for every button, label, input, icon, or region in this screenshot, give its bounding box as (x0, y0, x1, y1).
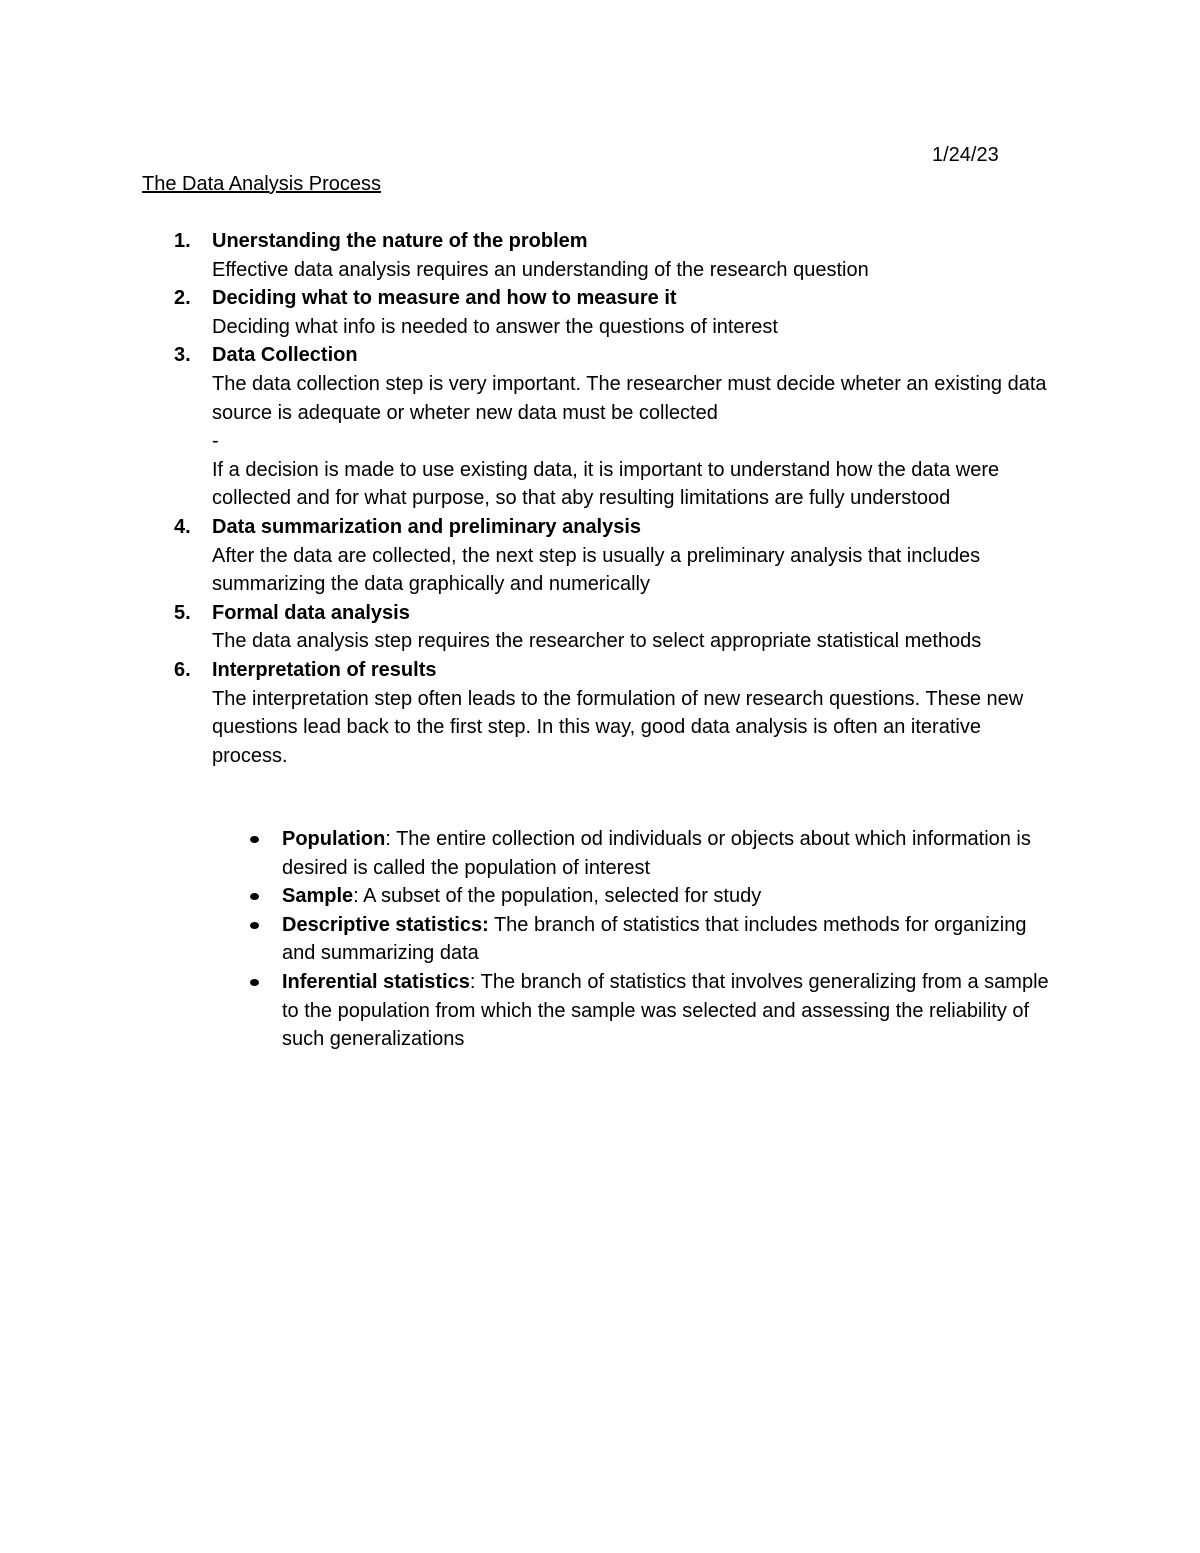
step-heading: Formal data analysis (212, 601, 410, 624)
definition-item (142, 968, 1062, 1054)
step-separator-dash: - (212, 430, 219, 453)
process-step (142, 656, 1062, 770)
process-step (142, 341, 1062, 513)
step-description: The interpretation step often leads to the formulation of new research questions. These new questions lead back to the first step. In this way, good data analysis is often an iterative process. (212, 687, 1024, 767)
definition-item (142, 911, 1062, 968)
step-heading: Unerstanding the nature of the problem (212, 230, 588, 252)
step-description: Deciding what info is needed to answer the questions of interest (212, 315, 778, 338)
step-description: The data collection step is very important. The researcher must decide wheter an existing data source is adequate or wheter new data must be collected (212, 372, 1047, 424)
definition-term: Sample (282, 885, 354, 908)
process-step (142, 227, 1062, 284)
process-step (142, 599, 1062, 656)
step-description: If a decision is made to use existing data, it is important to understand how the data were collected and for what purpose, so that aby resulting limitations are fully understood (212, 458, 1000, 510)
step-description: The data analysis step requires the researcher to select appropriate statistical methods (212, 630, 982, 653)
bullet-icon (250, 922, 259, 929)
document-title: The Data Analysis Process (142, 173, 381, 195)
definition-term: Population (282, 828, 386, 850)
step-description: After the data are collected, the next step is usually a preliminary analysis that includes summarizing the data graphically and numerically (212, 544, 981, 596)
process-step (142, 513, 1062, 599)
definition-text: The branch of statistics that involves generalizing from a sample to the population from which the sample was selected and assessing the reliability of such generalizations (282, 970, 1049, 1051)
step-heading: Deciding what to measure and how to measure it (212, 287, 677, 310)
definition-text: The entire collection od individuals or objects about which information is desired is called the population of interest (282, 828, 1031, 879)
definition-term: Inferential statistics (282, 970, 470, 993)
definition-term: Descriptive statistics: (282, 913, 489, 936)
step-description: Effective data analysis requires an understanding of the research question (212, 258, 869, 281)
step-number: 6. (174, 658, 191, 681)
process-step (142, 284, 1062, 341)
step-number: 5. (174, 601, 191, 624)
bullet-icon (250, 979, 259, 986)
step-heading: Interpretation of results (212, 658, 437, 681)
bullet-icon (250, 893, 259, 900)
definition-separator: : (469, 970, 481, 993)
definition-text: A subset of the population, selected for study (363, 885, 762, 908)
definition-separator: : (353, 885, 364, 908)
process-steps-list (142, 227, 1062, 770)
definition-text: The branch of statistics that includes methods for organizing and summarizing data (282, 913, 1027, 965)
step-number: 3. (174, 344, 191, 367)
step-number: 4. (174, 515, 191, 538)
definition-item (142, 882, 1062, 911)
document-date: 1/24/23 (932, 144, 999, 166)
step-heading: Data Collection (212, 344, 358, 367)
step-number: 2. (174, 287, 191, 310)
definitions-list (142, 825, 1062, 1054)
step-number: 1. (174, 230, 191, 252)
step-heading: Data summarization and preliminary analysis (212, 515, 642, 538)
definition-item (142, 825, 1062, 882)
bullet-icon (250, 836, 259, 843)
definition-separator: : (385, 828, 397, 850)
